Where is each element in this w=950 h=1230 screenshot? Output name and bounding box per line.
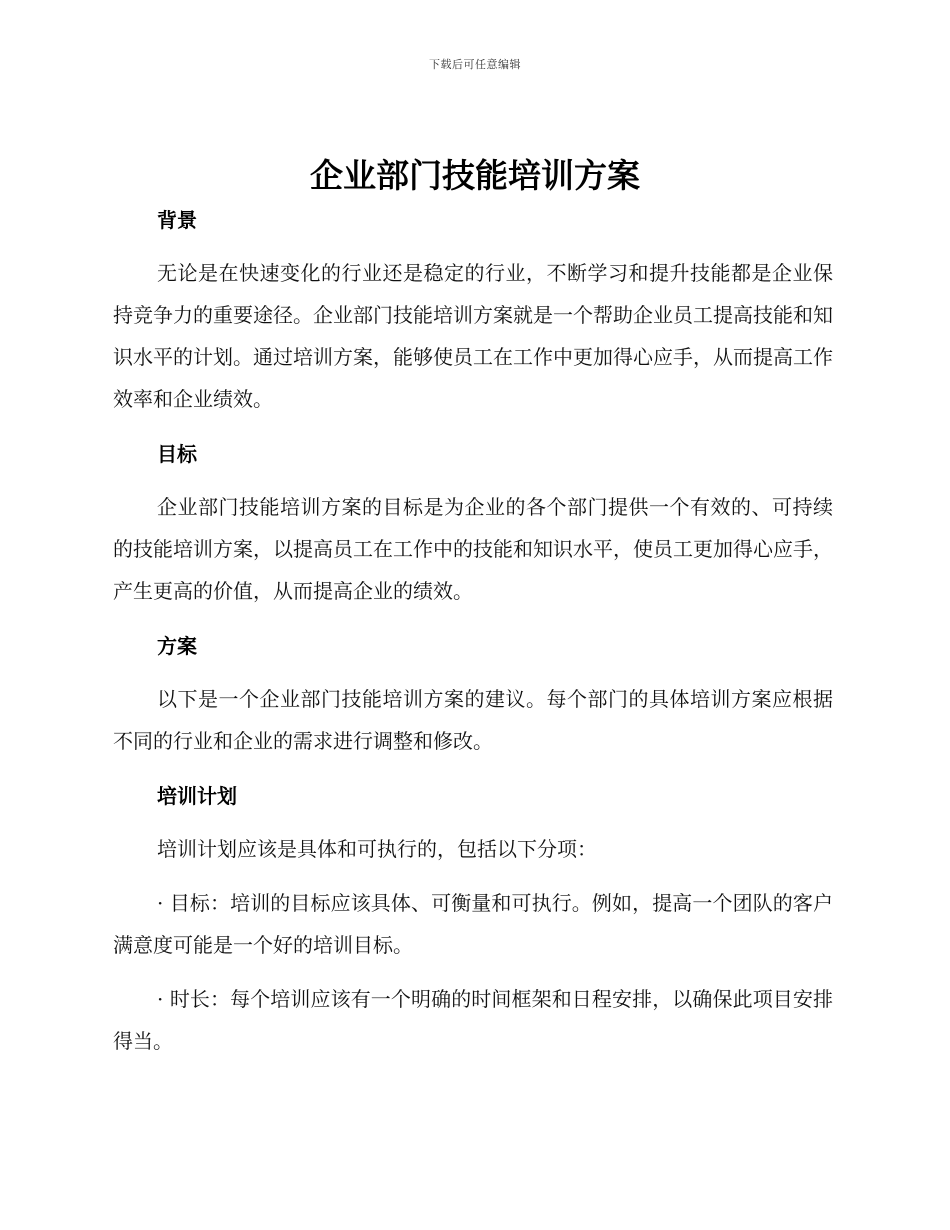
paragraph-goal: 企业部门技能培训方案的目标是为企业的各个部门提供一个有效的、可持续的技能培训方案，以提高员工在工作中的技能和知识水平，使员工更加得心应手，产生更高的价值，从而提高企业的绩效。 xyxy=(113,495,833,603)
list-item-duration: · 时长：每个培训应该有一个明确的时间框架和日程安排，以确保此项目安排得当。 xyxy=(113,987,833,1053)
section-heading-background: 背景 xyxy=(157,208,197,232)
section-heading-plan: 方案 xyxy=(157,634,197,658)
document-title: 企业部门技能培训方案 xyxy=(310,156,640,195)
header-note: 下载后可任意编辑 xyxy=(429,58,521,71)
paragraph-background: 无论是在快速变化的行业还是稳定的行业，不断学习和提升技能都是企业保持竞争力的重要途径。企业部门技能培训方案就是一个帮助企业员工提高技能和知识水平的计划。通过培训方案，能够使员工在工作中更加得心应手，从而提高工作效率和企业绩效。 xyxy=(113,261,833,411)
paragraph-training-plan-intro: 培训计划应该是具体和可执行的，包括以下分项： xyxy=(157,837,597,861)
paragraph-plan: 以下是一个企业部门技能培训方案的建议。每个部门的具体培训方案应根据不同的行业和企业的需求进行调整和修改。 xyxy=(113,687,833,753)
document-body xyxy=(113,204,833,1062)
section-heading-goal: 目标 xyxy=(157,442,197,466)
section-heading-training-plan: 培训计划 xyxy=(157,784,237,808)
list-item-goal: · 目标：培训的目标应该具体、可衡量和可执行。例如，提高一个团队的客户满意度可能是一个好的培训目标。 xyxy=(113,891,833,957)
